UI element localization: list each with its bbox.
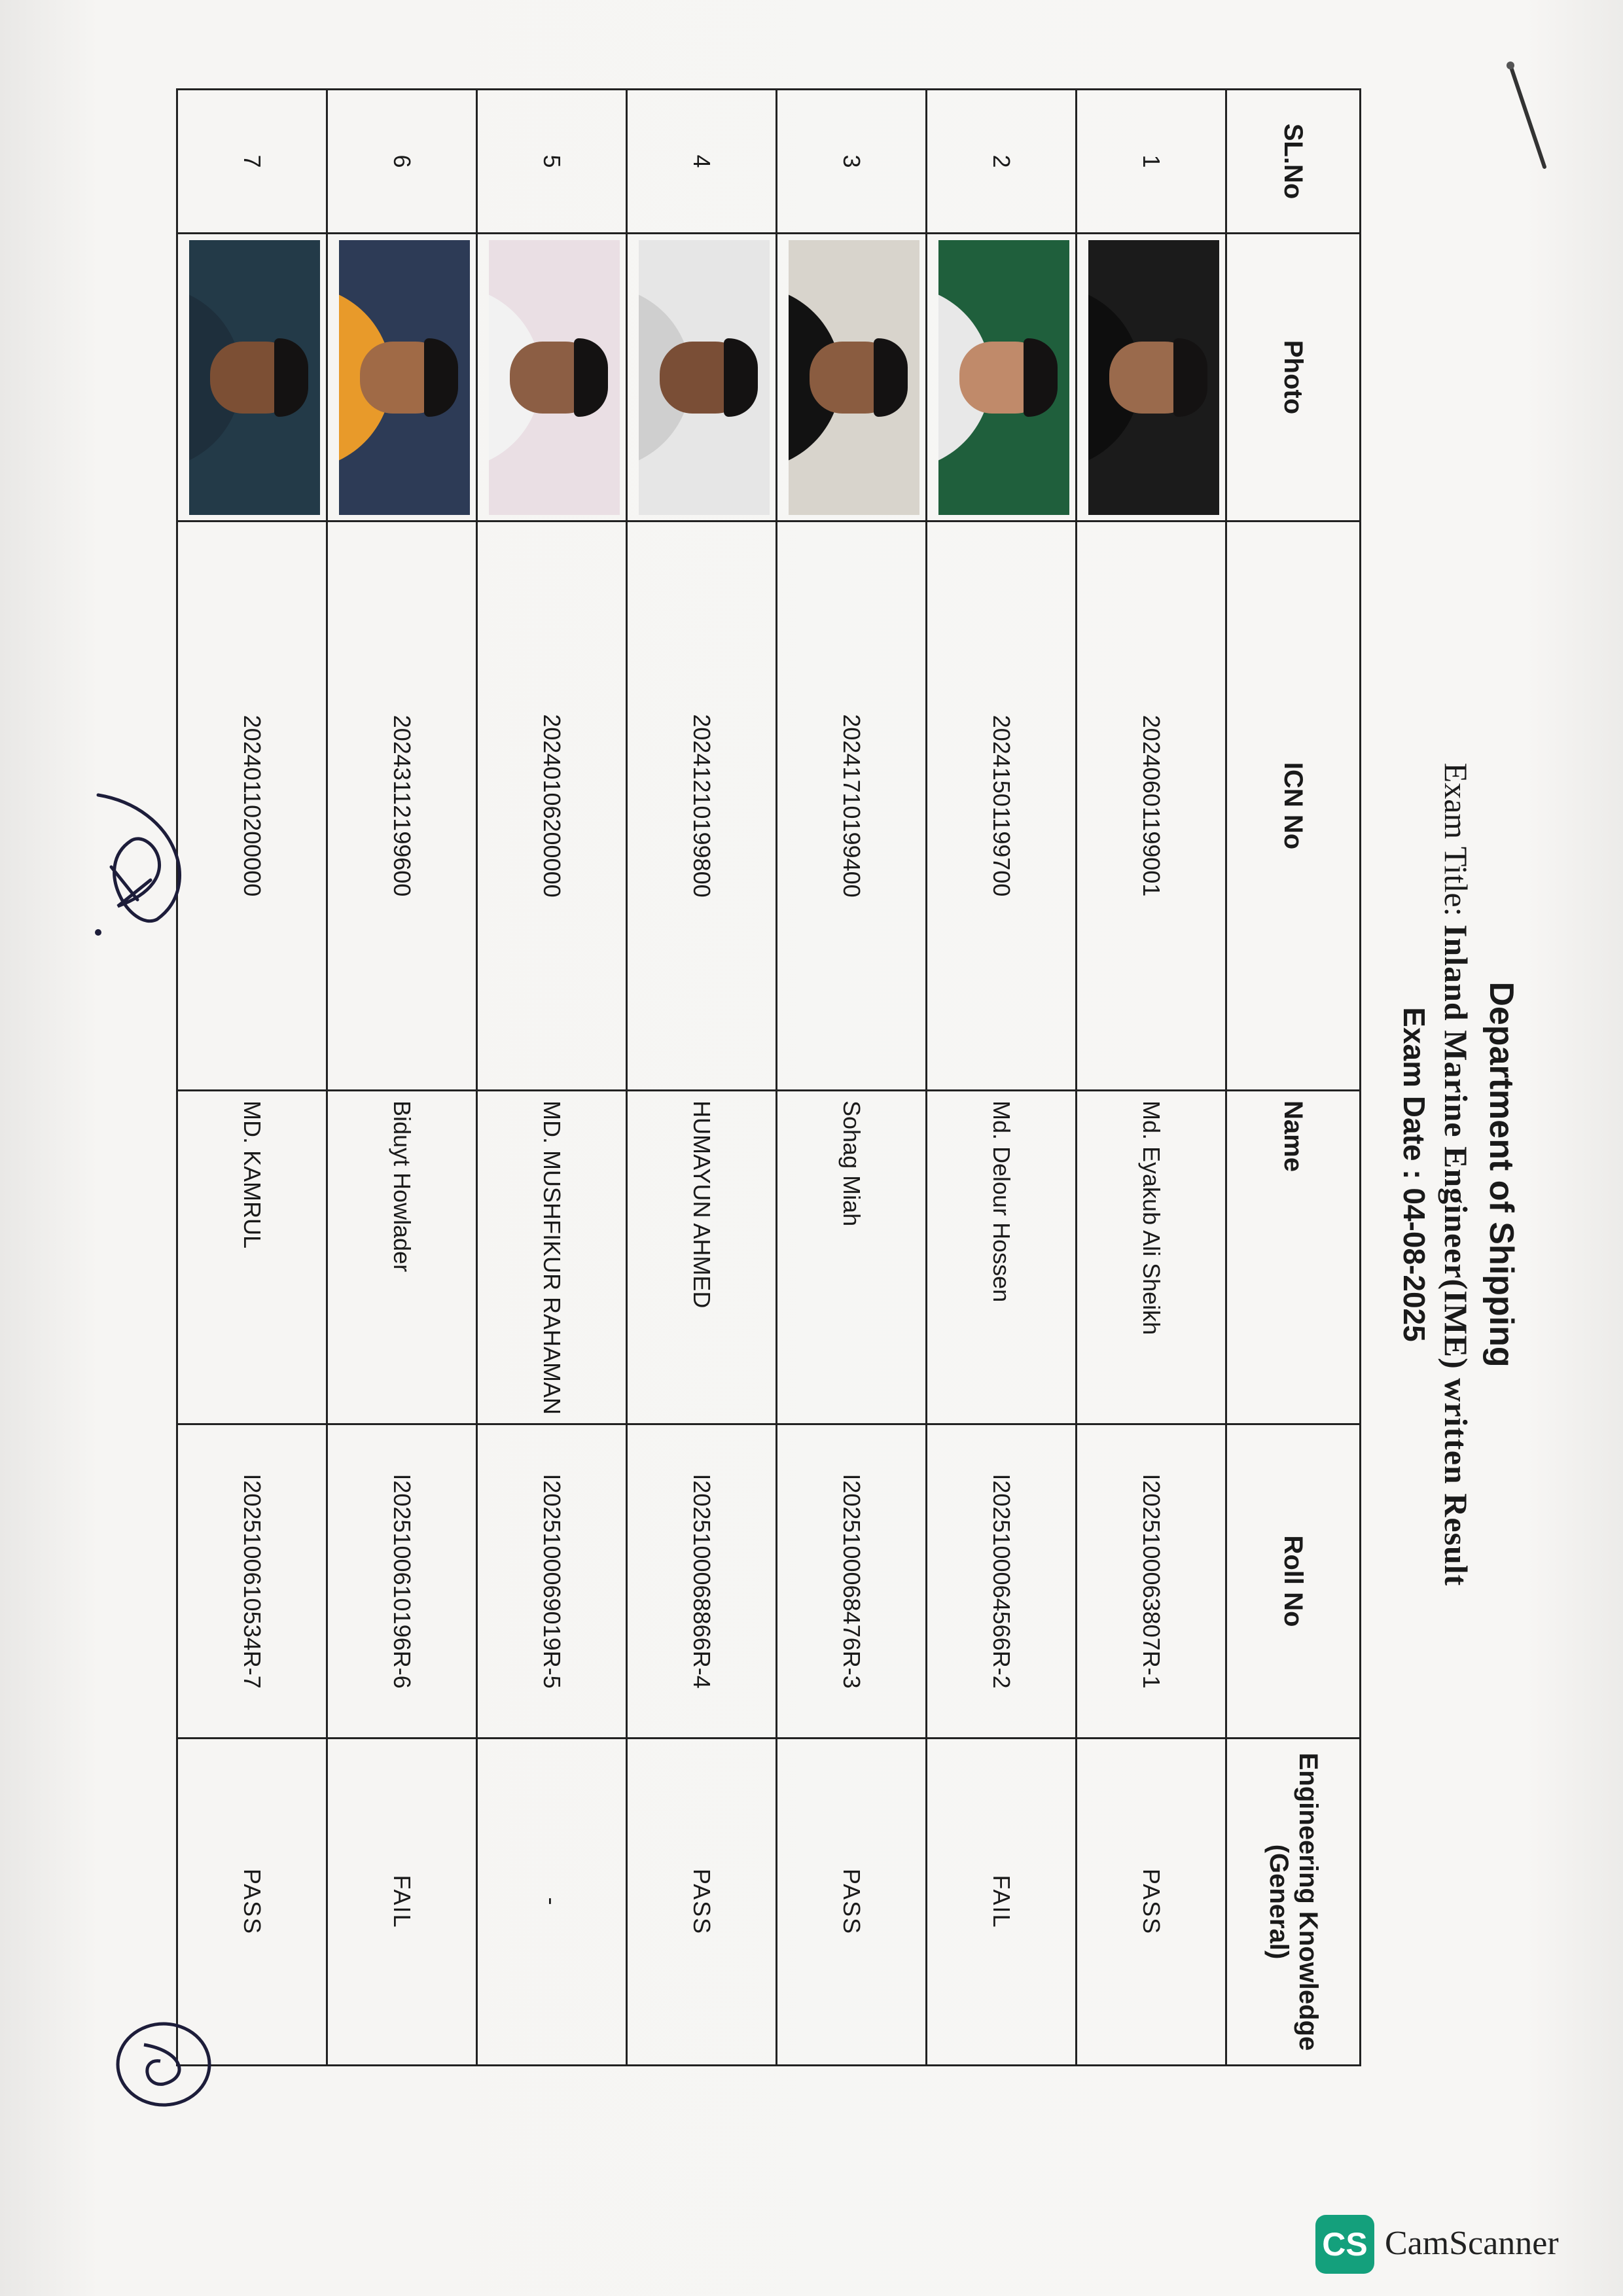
table-row xyxy=(627,90,777,2066)
name-cell: Md. Delour Hossen xyxy=(927,1091,1077,1424)
icn-no-cell: 20241501199700 xyxy=(927,521,1077,1091)
icn-no-cell: 20241210199800 xyxy=(627,521,777,1091)
table-row xyxy=(1077,90,1226,2066)
photo-cell xyxy=(327,234,477,521)
rotated-document xyxy=(46,62,1525,2287)
exam-title-prefix: Exam Title: xyxy=(1438,762,1474,917)
roll-no-cell: I2025100069019R-5 xyxy=(477,1424,627,1739)
candidate-photo xyxy=(1089,240,1220,515)
camscanner-label: CamScanner xyxy=(1385,2225,1559,2262)
document-header xyxy=(1361,62,1525,2287)
candidate-photo xyxy=(340,240,471,515)
result-table xyxy=(176,88,1361,2066)
header-name: Name xyxy=(1226,1091,1361,1424)
icn-no-cell: 20243112199600 xyxy=(327,521,477,1091)
name-cell: Md. Eyakub Ali Sheikh xyxy=(1077,1091,1226,1424)
sl-no-cell: 4 xyxy=(627,90,777,234)
camscanner-logo-icon: CS xyxy=(1315,2215,1374,2274)
sl-no-cell: 6 xyxy=(327,90,477,234)
exam-title xyxy=(1437,62,1475,2287)
table-row xyxy=(927,90,1077,2066)
candidate-photo xyxy=(789,240,920,515)
result-cell: FAIL xyxy=(927,1739,1077,2066)
roll-no-cell: I2025100063807R-1 xyxy=(1077,1424,1226,1739)
table-row xyxy=(777,90,927,2066)
name-cell: MD. MUSHFIKUR RAHAMAN xyxy=(477,1091,627,1424)
result-cell: PASS xyxy=(627,1739,777,2066)
header-roll-no: Roll No xyxy=(1226,1424,1361,1739)
handwritten-signature xyxy=(72,769,229,965)
sl-no-cell: 2 xyxy=(927,90,1077,234)
roll-no-cell: I2025100068866R-4 xyxy=(627,1424,777,1739)
result-cell: PASS xyxy=(177,1739,327,2066)
roll-no-cell: I2025100068476R-3 xyxy=(777,1424,927,1739)
sl-no-cell: 5 xyxy=(477,90,627,234)
roll-no-cell: I2025100064566R-2 xyxy=(927,1424,1077,1739)
name-cell: HUMAYUN AHMED xyxy=(627,1091,777,1424)
icn-no-cell: 20241710199400 xyxy=(777,521,927,1091)
header-photo: Photo xyxy=(1226,234,1361,521)
camscanner-badge xyxy=(1315,2215,1590,2274)
table-row xyxy=(177,90,327,2066)
department-title: Department of Shipping xyxy=(1482,981,1520,1368)
candidate-photo xyxy=(490,240,620,515)
photo-cell xyxy=(477,234,627,521)
header-sl-no: SL.No xyxy=(1226,90,1361,234)
name-cell: Sohag Miah xyxy=(777,1091,927,1424)
result-cell: - xyxy=(477,1739,627,2066)
photo-cell xyxy=(627,234,777,521)
exam-title-main: Inland Marine Engineer(IME) written Result xyxy=(1438,924,1474,1587)
roll-no-cell: I2025100610196R-6 xyxy=(327,1424,477,1739)
icn-no-cell: 20240110200000 xyxy=(177,521,327,1091)
photo-cell xyxy=(1077,234,1226,521)
table-header-row xyxy=(1226,90,1361,2066)
table-row xyxy=(327,90,477,2066)
exam-date: Exam Date : 04-08-2025 xyxy=(1397,1007,1431,1342)
photo-cell xyxy=(777,234,927,521)
sl-no-cell: 3 xyxy=(777,90,927,234)
name-cell: MD. KAMRUL xyxy=(177,1091,327,1424)
icn-no-cell: 20240106200000 xyxy=(477,521,627,1091)
candidate-photo xyxy=(639,240,770,515)
result-cell: PASS xyxy=(777,1739,927,2066)
header-engineering-knowledge: Engineering Knowledge (General) xyxy=(1226,1739,1361,2066)
table-row xyxy=(477,90,627,2066)
candidate-photo xyxy=(939,240,1070,515)
sl-no-cell: 7 xyxy=(177,90,327,234)
sl-no-cell: 1 xyxy=(1077,90,1226,234)
name-cell: Biduyt Howlader xyxy=(327,1091,477,1424)
initials-stamp xyxy=(111,2012,216,2117)
header-icn-no: ICN No xyxy=(1226,521,1361,1091)
icn-no-cell: 20240601199001 xyxy=(1077,521,1226,1091)
photo-cell xyxy=(927,234,1077,521)
candidate-photo xyxy=(190,240,321,515)
result-cell: PASS xyxy=(1077,1739,1226,2066)
photo-cell xyxy=(177,234,327,521)
roll-no-cell: I2025100610534R-7 xyxy=(177,1424,327,1739)
result-cell: FAIL xyxy=(327,1739,477,2066)
